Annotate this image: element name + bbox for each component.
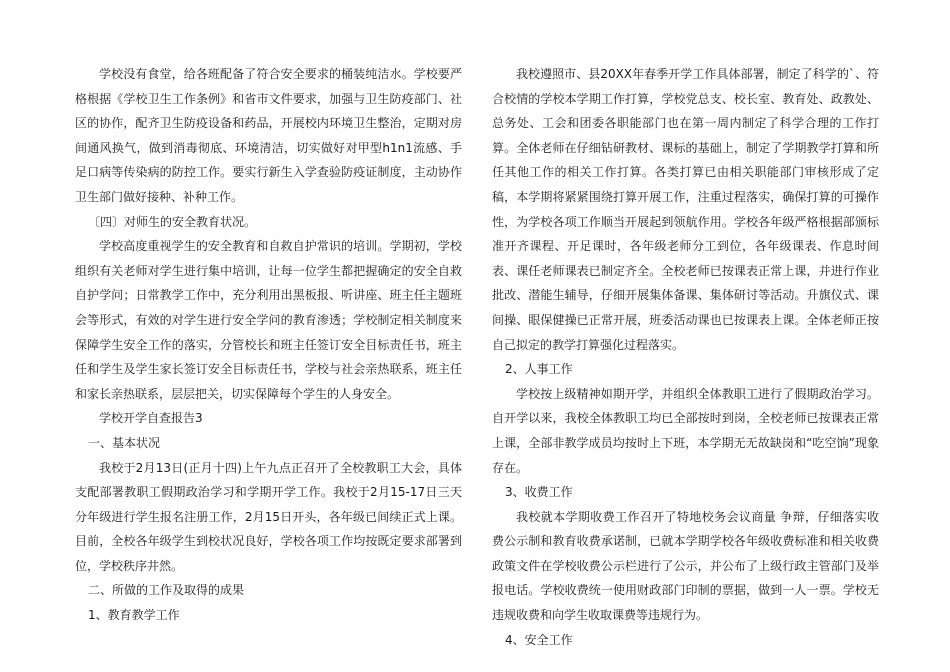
right-column [492,62,879,652]
paragraph: 学校高度重视学生的安全教育和自救自护常识的培训。学期初，学校组织有关老师对学生进行集中培训，让每一位学生都把握确定的安全自救自护学问；日常教学工作中，充分利用出黑板报、听讲座、班主任主题班会等形式，有效的对学生进行安全学问的教育渗透；学校制定相关制度来保障学生安全工作的落实，分管校长和班主任签订安全目标责任书，班主任和学生及学生家长签订安全目标责任书，学校与社会亲热联系，班主任和家长亲热联系，层层把关，切实保障每个学生的人身安全。 [75,239,462,401]
section-heading: 2、人事工作 [505,362,573,377]
paragraph: 学校按上级精神如期开学，并组织全体教职工进行了假期政治学习。自开学以来，我校全体教职工均已全部按时到岗，全校老师已按课表正常上课，全部非教学成员均按时上下班，本学期无无故缺岗和“吃空饷”现象存在。 [492,386,879,475]
section-heading: 〔四〕对师生的安全教育状况。 [88,214,257,229]
section-heading: 1、教育教学工作 [88,608,180,623]
paragraph: 我校就本学期收费工作召开了特地校务会议商量 争辩，仔细落实收费公示制和教育收费承诺制，已就本学期学校各年级收费标准和相关收费政策文件在学校收费公示栏进行了公示，并公布了上级行政主管部门及举报电话。学校收费统一使用财政部门印制的票据，做到一人一票。学校无违规收费和向学生收取课费等违规行为。 [492,509,879,623]
report-title: 学校开学自查报告3 [99,411,203,426]
section-heading: 一、基本状况 [88,435,161,450]
paragraph: 我校遵照市、县20XX年春季开学工作具体部署，制定了科学的`、符合校情的学校本学期工作打算，学校党总支、校长室、教育处、政教处、总务处、工会和团委各职能部门也在第一周内制定了科学合理的工作打算。全体老师在仔细钻研教材、课标的基础上，制定了学期教学打算和所任其他工作的相关工作打算。各类打算已由相关职能部门审核形成了定稿，本学期将紧紧围绕打算开展工作，注重过程落实，确保打算的可操作性，为学校各项工作顺当开展起到领航作用。学校各年级严格根据部颁标准开齐课程、开足课时，各年级老师分工到位，各年级课表、作息时间表、课任老师课表已制定齐全。全校老师已按课表正常上课，并进行作业批改、潜能生辅导，仔细开展集体备课、集体研讨等活动。升旗仪式、课间操、眼保健操已正常开展，班委活动课也已按课表上课。全体老师正按自己拟定的教学打算强化过程落实。 [492,67,879,352]
section-heading: 4、安全工作 [505,632,573,647]
section-heading: 二、所做的工作及取得的成果 [88,583,245,598]
section-heading: 3、收费工作 [505,485,573,500]
paragraph: 学校没有食堂，给各班配备了符合安全要求的桶装纯洁水。学校要严格根据《学校卫生工作条例》和省市文件要求，加强与卫生防疫部门、社区的协作，配齐卫生防疫设备和药品，开展校内环境卫生整治，定期对房间通风换气，做到消毒彻底、环境清洁，切实做好对甲型h1n1流感、手足口病等传染病的防控工作。要实行新生入学查验防疫证制度，主动协作卫生部门做好接种、补种工作。 [75,67,462,204]
left-column [75,62,462,628]
paragraph: 我校于2月13日(正月十四)上午九点正召开了全校教职工大会，具体支配部署教职工假期政治学习和学期开学工作。我校于2月15-17日三天分年级进行学生报名注册工作，2月15日开头，各年级已间续正式上课。目前，全校各年级学生到校状况良好，学校各项工作均按既定要求部署到位，学校秩序井然。 [75,460,462,573]
